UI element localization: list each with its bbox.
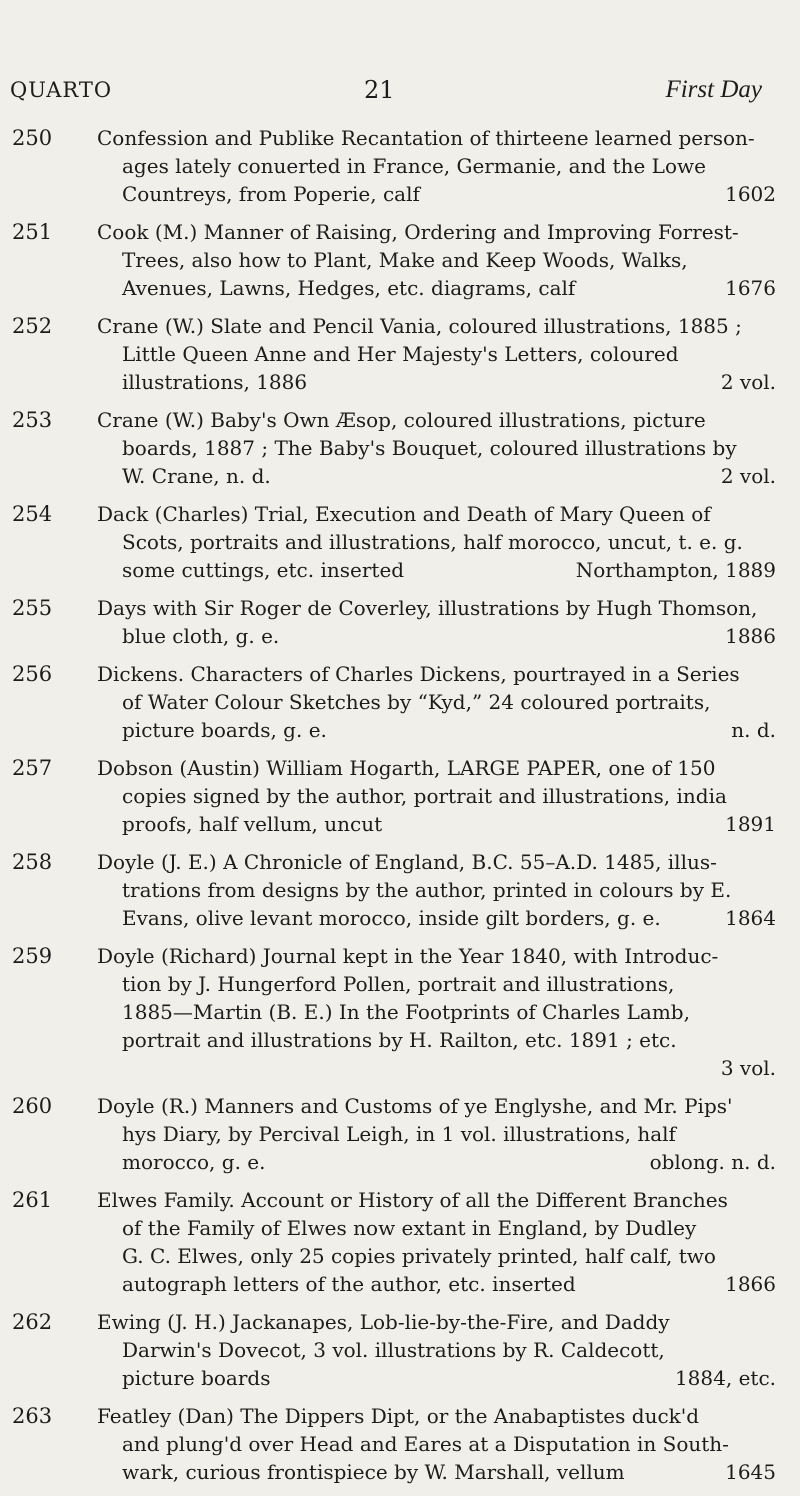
entry-line: portrait and illustrations by H. Railton, etc. 1891 ; etc. [122,1028,677,1052]
entry-final-text: wark, curious frontispiece by W. Marshall, vellum [122,1460,625,1484]
catalogue-entry [6,1186,776,1298]
catalogue-entry [6,1308,776,1392]
lot-number: 250 [12,126,53,150]
entry-line: hys Diary, by Percival Leigh, in 1 vol. illustrations, half [122,1122,676,1146]
lot-number: 261 [12,1188,53,1212]
entry-final-text: picture boards [122,1366,271,1390]
entry-final-line [97,904,776,932]
catalogue-entries [6,124,776,1496]
entry-line: Confession and Publike Recantation of thirteene learned person- [97,126,755,150]
lot-number: 257 [12,756,53,780]
lot-number: 251 [12,220,53,244]
entry-line: boards, 1887 ; The Baby's Bouquet, coloured illustrations by [122,436,737,460]
entry-date: 1645 [725,1460,776,1484]
entry-line: G. C. Elwes, only 25 copies privately printed, half calf, two [122,1244,716,1268]
catalogue-entry [6,942,776,1082]
catalogue-entry [6,500,776,584]
entry-line: Doyle (J. E.) A Chronicle of England, B.C. 55–A.D. 1485, illus- [97,850,717,874]
entry-final-line [97,622,776,650]
entry-line: ages lately conuerted in France, Germanie, and the Lowe [122,154,706,178]
entry-date: 1866 [725,1272,776,1296]
entry-date: 1891 [725,812,776,836]
entry-final-text: some cuttings, etc. inserted [122,558,405,582]
entry-line: Crane (W.) Baby's Own Æsop, coloured illustrations, picture [97,408,706,432]
entry-line: Days with Sir Roger de Coverley, illustrations by Hugh Thomson, [97,596,758,620]
lot-number: 255 [12,596,53,620]
entry-line: Doyle (Richard) Journal kept in the Year 1840, with Introduc- [97,944,719,968]
entry-line: of Water Colour Sketches by “Kyd,” 24 coloured portraits, [122,690,711,714]
catalogue-entry [6,660,776,744]
entry-date: 1886 [725,624,776,648]
entry-line: Dack (Charles) Trial, Execution and Death of Mary Queen of [97,502,711,526]
entry-final-line [97,1054,776,1082]
entry-line: Elwes Family. Account or History of all the Different Branches [97,1188,728,1212]
entry-final-line [97,180,776,208]
catalogue-entry [6,754,776,838]
entry-final-line [97,368,776,396]
entry-final-text: W. Crane, n. d. [122,464,271,488]
entry-final-line [97,716,776,744]
entry-line: Ewing (J. H.) Jackanapes, Lob-lie-by-the-Fire, and Daddy [97,1310,670,1334]
entry-final-text: proofs, half vellum, uncut [122,812,383,836]
entry-line: trations from designs by the author, printed in colours by E. [122,878,732,902]
entry-date: 1676 [725,276,776,300]
entry-final-text: picture boards, g. e. [122,718,327,742]
entry-date: 1884, etc. [674,1366,776,1390]
day-label: First Day [665,76,762,103]
entry-final-line [97,556,776,584]
entry-date: 1602 [725,182,776,206]
lot-number: 263 [12,1404,53,1428]
lot-number: 256 [12,662,53,686]
entry-date: n. d. [731,718,776,742]
catalogue-entry [6,218,776,302]
entry-line: Doyle (R.) Manners and Customs of ye Englyshe, and Mr. Pips' [97,1094,733,1118]
entry-final-line [97,462,776,490]
lot-number: 260 [12,1094,53,1118]
entry-date: Northampton, 1889 [575,558,776,582]
catalogue-entry [6,406,776,490]
entry-date: 2 vol. [720,370,776,394]
entry-final-line [97,1148,776,1176]
entry-date: 1864 [725,906,776,930]
entry-line: Little Queen Anne and Her Majesty's Letters, coloured [122,342,679,366]
lot-number: 253 [12,408,53,432]
lot-number: 259 [12,944,53,968]
entry-line: and plung'd over Head and Eares at a Disputation in South- [122,1432,729,1456]
lot-number: 254 [12,502,53,526]
entry-final-line [97,1364,776,1392]
entry-final-text: Evans, olive levant morocco, inside gilt borders, g. e. [122,906,661,930]
page-header [10,78,762,118]
entry-date: 3 vol. [720,1056,776,1080]
entry-line: Featley (Dan) The Dippers Dipt, or the Anabaptistes duck'd [97,1404,700,1428]
entry-final-text: blue cloth, g. e. [122,624,280,648]
lot-number: 258 [12,850,53,874]
entry-final-line [97,1270,776,1298]
entry-final-line [97,1458,776,1486]
entry-line: Dickens. Characters of Charles Dickens, pourtrayed in a Series [97,662,740,686]
entry-final-text: autograph letters of the author, etc. inserted [122,1272,576,1296]
entry-line: Cook (M.) Manner of Raising, Ordering and Improving Forrest- [97,220,739,244]
entry-final-text: Countreys, from Poperie, calf [122,182,420,206]
entry-line: Crane (W.) Slate and Pencil Vania, coloured illustrations, 1885 ; [97,314,742,338]
entry-line: Dobson (Austin) William Hogarth, LARGE PAPER, one of 150 [97,756,716,780]
entry-line: of the Family of Elwes now extant in England, by Dudley [122,1216,697,1240]
entry-final-text: illustrations, 1886 [122,370,308,394]
entry-final-text: morocco, g. e. [122,1150,266,1174]
catalogue-entry [6,124,776,208]
catalogue-entry [6,1402,776,1486]
catalogue-entry [6,312,776,396]
entry-final-line [97,274,776,302]
entry-final-line [97,810,776,838]
entry-line: 1885—Martin (B. E.) In the Footprints of Charles Lamb, [122,1000,690,1024]
lot-number: 252 [12,314,53,338]
entry-line: copies signed by the author, portrait and illustrations, india [122,784,727,808]
catalogue-entry [6,848,776,932]
entry-line: tion by J. Hungerford Pollen, portrait and illustrations, [122,972,675,996]
section-label: QUARTO [10,78,113,102]
entry-line: Trees, also how to Plant, Make and Keep Woods, Walks, [122,248,688,272]
catalogue-entry [6,594,776,650]
lot-number: 262 [12,1310,53,1334]
catalogue-entry [6,1092,776,1176]
entry-line: Scots, portraits and illustrations, half morocco, uncut, t. e. g. [122,530,743,554]
entry-line: Darwin's Dovecot, 3 vol. illustrations by R. Caldecott, [122,1338,665,1362]
page-number: 21 [364,76,395,104]
entry-final-text: Avenues, Lawns, Hedges, etc. diagrams, calf [122,276,576,300]
entry-date: 2 vol. [720,464,776,488]
entry-date: oblong. n. d. [649,1150,776,1174]
